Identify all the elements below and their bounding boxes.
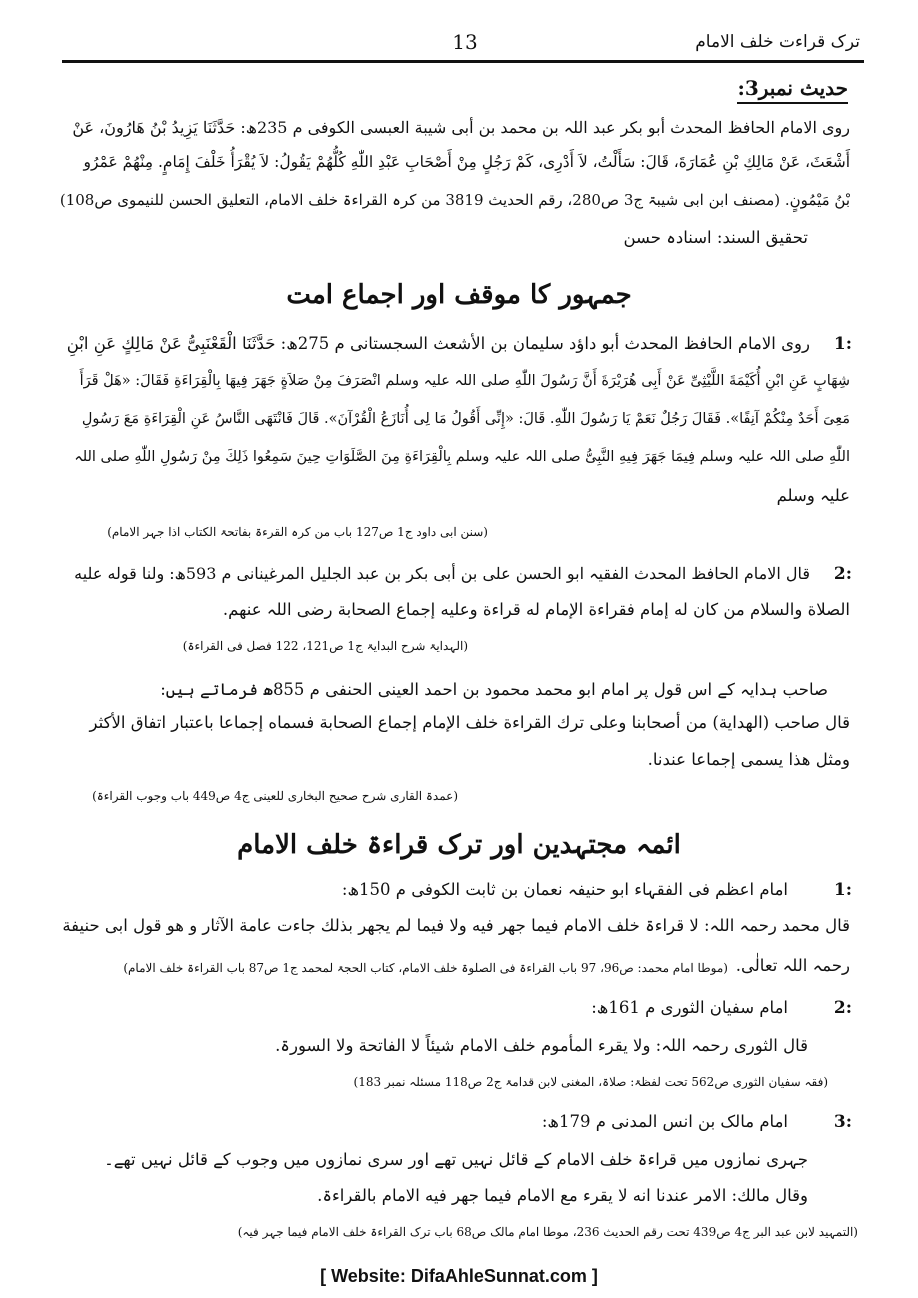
quote-line: ومثل هذا یسمی إجماعا عندنا.: [647, 750, 850, 769]
reference-citation: (سنن ابی داود ج1 ص127 باب من کرہ القرءۃ بفاتحۃ الکتاب اذا جہر الامام): [107, 525, 488, 539]
text-line: قال محمد رحمہ اللہ: لا قراءۃ خلف الامام فیما جهر فیه ولا فیما لم یجهر بذلك جاءت عامة الآثار و هو قول ابی حنیفة: [62, 916, 850, 935]
imam-title: امام سفیان الثوری م 161ھ:: [591, 998, 788, 1017]
tahqiq-line: تحقیق السند: اسنادہ حسن: [623, 228, 808, 247]
item-number: 1:: [833, 880, 852, 900]
imam-title: امام مالک بن انس المدنی م 179ھ:: [541, 1112, 788, 1131]
page-number: 13: [452, 30, 478, 54]
quote-line: قال صاحب (الهدایة) من أصحابنا وعلی ترك القراءة خلف الإمام إجماع الصحابة فسماه إجماعا باعتبار اتفاق الأکثر: [89, 713, 850, 732]
reference-citation: (التمہید لابن عبد البر ج4 ص439 تحت رقم الحدیث 236، موطا امام مالک ص68 باب ترک القراءۃ خلف الامام فیما جہر فیہ): [237, 1225, 858, 1239]
text-line: الصلاة والسلام من کان له إمام فقراءة الإمام له قراءة وعلیه إجماع الصحابة رضی اللہ عنهم.: [222, 600, 850, 619]
text-line: قال الامام الحافظ المحدث الفقیہ ابو الحسن علی بن أبی بکر بن عبد الجلیل المرغینانی م 593ھ: ولنا قوله علیه: [74, 564, 810, 583]
item-number: 1:: [833, 334, 852, 354]
running-title: ترک قراءت خلف الامام: [695, 32, 860, 52]
item-number: 3:: [833, 1112, 852, 1132]
hadith-text-line: روی الامام الحافظ المحدث أبو بکر عبد اللہ بن محمد بن أبی شیبة العبسی الکوفی م 235ھ: حَدَّثَنَا یَزِیدُ بْنُ هَارُونَ، عَنْ: [72, 118, 850, 137]
text-line: شِهَابٍ عَنِ ابْنِ أُکَیْمَةَ اللَّیْثِیِّ عَنْ أَبِی هُرَیْرَةَ أَنَّ رَسُولَ اللّٰهِ صلی اللہ علیہ وسلم انْصَرَفَ مِنْ صَلاَةٍ جَهَرَ فِیهَا بِالْقِرَاءَةِ فَقَالَ: «هَلْ قَرَأَ: [79, 373, 850, 389]
text-line: وقال مالك: الامر عندنا انه لا یقرء مع الامام فیما جهر فیه الامام بالقراءۃ.: [317, 1186, 808, 1205]
section-heading: جمہور کا موقف اور اجماع امت: [286, 280, 632, 310]
hadith-text-line: بْنُ مَیْمُونٍ. (مصنف ابن ابی شیبۃ ج3 ص280، رقم الحدیث 3819 من کرہ القراءۃ خلف الامام، التعلیق الحسن للنیموی ص108): [59, 191, 850, 209]
reference-citation: (فقہ سفیان الثوری ص562 تحت لفظۃ: صلاۃ، المغنی لابن قدامۃ ج2 ص118 مسئلہ نمبر 183): [353, 1075, 828, 1089]
text-line: اللّٰهِ صلی اللہ علیہ وسلم فِیمَا جَهَرَ فِیهِ النَّبِیُّ صلی اللہ علیہ وسلم بِالْقِرَاءَةِ مِنَ الصَّلَوَاتِ حِینَ سَمِعُوا ذَلِكَ مِنْ رَسُولِ اللّٰهِ صلی اللہ: [74, 449, 850, 465]
hadith-text-line: أَشْعَثَ، عَنْ مَالِكِ بْنِ عُمَارَةَ، قَالَ: سَأَلْتُ، لاَ أَدْرِی، کَمْ رَجُلٍ مِنْ أَصْحَابِ عَبْدِ اللّٰهِ کُلُّهُمْ یَقُولُ: لاَ یُقْرَأُ خَلْفَ إِمَامٍ. مِنْهُمْ عَمْرُو: [83, 153, 850, 171]
text-line: روی الامام الحافظ المحدث أبو داؤد سلیمان بن الأشعث السجستانی م 275ھ: حَدَّثَنَا الْقَعْنَبِیُّ عَنْ مَالِكٍ عَنِ ابْنِ: [66, 334, 810, 353]
text-line: مَعِیَ أَحَدٌ مِنْکُمْ آنِفًا». فَقَالَ رَجُلٌ نَعَمْ یَا رَسُولَ اللّٰهِ. قَالَ: «إِنِّی أَقُولُ مَا لِی أُنَازَعُ الْقُرْآنَ». قَالَ فَانْتَهَی النَّاسُ عَنِ الْقِرَاءَةِ مَعَ رَسُولِ: [81, 411, 850, 427]
hadith-number-label: حدیث نمبر3:: [737, 76, 848, 104]
urdu-line: صاحب ہدایہ کے اس قول پر امام ابو محمد محمود بن احمد العینی الحنفی م 855ھ فرماتے ہیں:: [160, 680, 828, 699]
reference-citation: (الہدایۃ شرح البدایۃ ج1 ص121، 122 فصل فی القراءۃ): [182, 639, 468, 653]
website-footer: [ Website: DifaAhleSunnat.com ]: [320, 1266, 598, 1286]
text-line: رحمہ اللہ تعالٰی.: [735, 956, 850, 975]
section-heading: ائمہ مجتہدین اور ترک قراءۃ خلف الامام: [237, 830, 681, 860]
reference-citation: (عمدۃ القاری شرح صحیح البخاری للعینی ج4 ص449 باب وجوب القراءۃ): [92, 789, 458, 803]
urdu-line: جہری نمازوں میں قراءۃ خلف الامام کے قائل نہیں تھے اور سری نمازوں میں وجوب کے قائل نہیں تھے۔: [104, 1150, 808, 1169]
text-line: علیہ وسلم: [776, 486, 850, 505]
header-rule: [62, 60, 864, 63]
imam-title: امام اعظم فی الفقہاء ابو حنیفہ نعمان بن ثابت الکوفی م 150ھ:: [341, 880, 788, 899]
page-header: [70, 28, 860, 58]
item-number: 2:: [833, 564, 852, 584]
item-number: 2:: [833, 998, 852, 1018]
reference-citation: (موطا امام محمد: ص96، 97 باب القراءۃ فی الصلوۃ خلف الامام، کتاب الحجۃ لمحمد ج1 ص87 باب القراءۃ خلف الامام): [123, 961, 728, 975]
text-line: قال الثوری رحمہ اللہ: ولا یقرء المأموم خلف الامام شیئاً لا الفاتحة ولا السورۃ.: [275, 1036, 808, 1055]
